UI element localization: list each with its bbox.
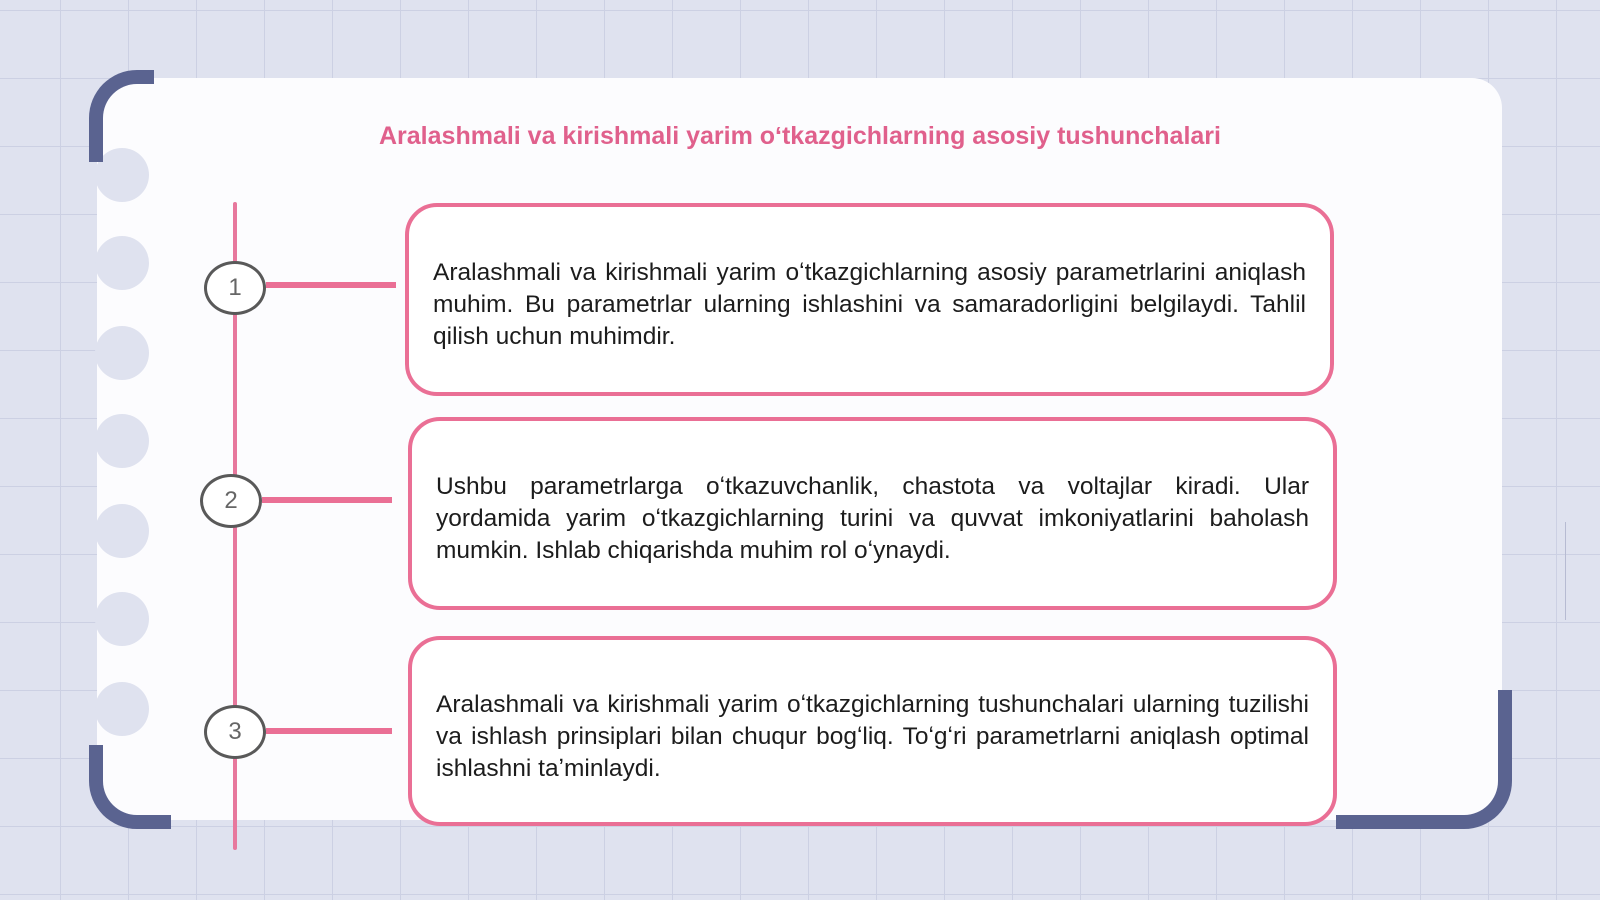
card-edge-scallop [95,414,149,468]
decorative-line [1565,522,1566,620]
step-number-badge: 3 [204,705,266,759]
corner-bracket-bottom-right [1336,690,1512,829]
step-connector [262,497,392,503]
card-edge-scallop [95,682,149,736]
step-connector [266,728,392,734]
card-edge-scallop [95,592,149,646]
step-text: Aralashmali va kirishmali yarim oʻtkazgichlarning asosiy parametrlarini aniqlash muhim. Bu parametrlar ularning ishlashini va samaradorligini belgilaydi. Tahlil qilish uchun muhimdir. [433,259,1306,350]
step-text: Ushbu parametrlarga oʻtkazuvchanlik, chastota va voltajlar kiradi. Ular yordamida yarim oʻtkazgichlarning turini va quvvat imkoniyatlarini baholash mumkin. Ishlab chiqarishda muhim rol oʻynaydi. [436,473,1309,564]
card-edge-scallop [95,504,149,558]
card-edge-scallop [95,326,149,380]
step-card [405,203,1334,396]
step-card [408,417,1337,610]
step-number-badge: 2 [200,474,262,528]
step-number-badge: 1 [204,261,266,315]
step-card [408,636,1337,826]
card-edge-scallop [95,236,149,290]
step-connector [266,282,396,288]
step-text: Aralashmali va kirishmali yarim oʻtkazgichlarning tushunchalari ularning tuzilishi va ishlash prinsiplari bilan chuqur bogʻliq. Toʻgʻri parametrlarni aniqlash optimal ishlashni taʼminlaydi. [436,691,1309,782]
corner-bracket-top-left [89,70,154,162]
corner-bracket-bottom-left [89,745,171,829]
slide-title: Aralashmali va kirishmali yarim oʻtkazgichlarning asosiy tushunchalari [379,122,1221,150]
